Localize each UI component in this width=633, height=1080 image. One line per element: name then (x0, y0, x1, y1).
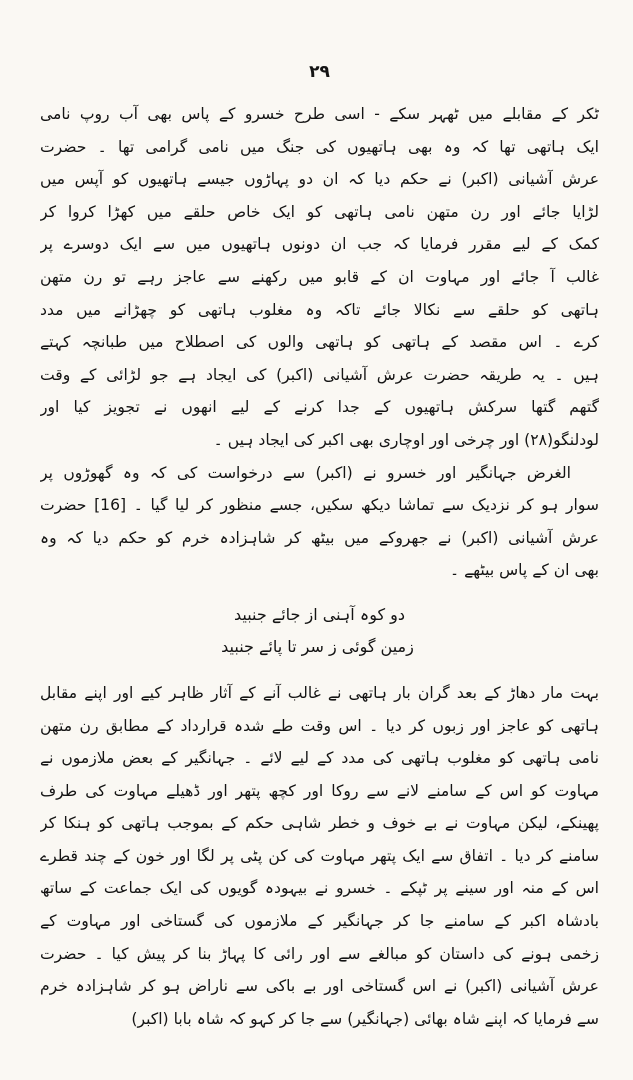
text-line: کرے ۔ اس مقصد کے ہاتھی کو ہاتھی والوں کی اصطلاح میں طبانچہ کہتے (40, 333, 599, 352)
text-line: سامنے کر دیا ۔ اتفاق سے ایک پتھر مہاوت کی کن پٹی پر لگا اور خون کے چند قطرے (40, 846, 599, 865)
text-line: ٹکر کے مقابلے میں ٹھہر سکے - اسی طرح خسرو کے پاس بھی آب روپ نامی (40, 105, 599, 123)
paragraph-1 (40, 98, 599, 457)
text-line: ہیں ۔ یہ طریقہ حضرت عرش آشیانی (اکبر) کی ایجاد ہے جو لڑائی کے وقت (40, 365, 599, 384)
text-line: لودلنگو(۲۸) اور چرخی اور اوچاری بھی اکبر کی ایجاد ہیں ۔ (213, 430, 599, 449)
couplet-first-verse: دو کوہ آہنی از جائے جنبید (233, 604, 406, 624)
paragraph-2 (40, 457, 599, 587)
text-line: ایک ہاتھی تھا کہ وہ بھی ہاتھیوں کی جنگ میں نامی گرامی تھا ۔ حضرت (40, 137, 599, 156)
text-line: نامی ہاتھی کو مغلوب ہاتھی کی مدد کے لیے لائے ۔ جہانگیر کے بعض ملازموں نے (40, 749, 599, 768)
text-line: غالب آ جائے اور مہاوت ان کے قابو میں رکھنے سے عاجز رہے تو رن متھن (40, 267, 599, 286)
text-line: کمک کے لیے مقرر فرمایا کہ جب ان دونوں ہاتھیوں میں سے ایک دوسرے پر (40, 235, 599, 254)
text-line: اس کے منہ اور سینے پر ٹپکے ۔ خسرو نے بیہودہ گویوں کی ایک جماعت کے ساتھ (40, 879, 599, 898)
text-line: سے فرمایا کہ اپنے شاہ بھائی (جہانگیر) سے جا کر کہو کہ شاہ بابا (اکبر) (131, 1009, 599, 1028)
text-line: عرش آشیانی (اکبر) نے اس گستاخی اور بے باکی سے ناراض ہو کر شاہزادہ خرم (40, 977, 599, 996)
persian-couplet (40, 599, 599, 663)
text-line: الغرض جہانگیر اور خسرو نے (اکبر) سے درخواست کی کہ وہ گھوڑوں پر (40, 463, 571, 482)
text-line: بہت مار دھاڑ کے بعد گران بار ہاتھی نے غالب آنے کے آثار ظاہر کیے اور اپنے مقابل (40, 683, 599, 702)
text-line: لڑایا جائے اور رن متھن نامی ہاتھی کو ایک خاص حلقے میں کھڑا کروا کر (40, 202, 599, 221)
text-line: بھی ان کے پاس بیٹھے ۔ (450, 561, 599, 580)
text-line: مہاوت کو اس کے سامنے لانے سے روکا اور کچھ پتھر اور ڈھیلے مہاوت کی طرف (40, 781, 599, 800)
text-line: سوار ہو کر نزدیک سے تماشا دیکھ سکیں، جسے منظور کر لیا گیا ۔ [16] حضرت (40, 496, 599, 515)
text-line: بادشاہ اکبر کے سامنے جا کر جہانگیر کے ملازموں کی گستاخی اور مہاوت کے (40, 912, 599, 931)
couplet-second-verse: زمین گوئی ز سر تا پائے جنبید (221, 636, 414, 656)
text-line: عرش آشیانی (اکبر) نے جھروکے میں بیٹھ کر شاہزادہ خرم کو حکم دیا کہ وہ (40, 528, 599, 547)
paragraph-3 (40, 677, 599, 1036)
page-number: ۲۹ (309, 62, 330, 82)
text-line: پھینکے، لیکن مہاوت نے بے خوف و خطر شاہی حکم کے بموجب ہاتھی کو ہنکا کر (40, 814, 599, 833)
text-line: گتھم گتھا سرکش ہاتھیوں کے جدا کرنے کے لیے انھوں نے تجویز کیا اور (40, 398, 599, 417)
text-line: عرش آشیانی (اکبر) نے حکم دیا کہ ان دو پہاڑوں جیسے ہاتھیوں کو آپس میں (40, 170, 599, 189)
text-line: ہاتھی کو حلقے سے نکالا جائے تاکہ وہ مغلوب ہاتھی کو چھڑانے میں مدد (40, 300, 599, 319)
text-line: زخمی ہونے کی داستان کو مبالغے سے اور رائی کا پہاڑ بنا کر پیش کیا ۔ حضرت (40, 944, 599, 963)
text-line: ہاتھی کو عاجز اور زبوں کر دیا ۔ اس وقت طے شدہ قرارداد کے مطابق رن متھن (40, 716, 599, 735)
